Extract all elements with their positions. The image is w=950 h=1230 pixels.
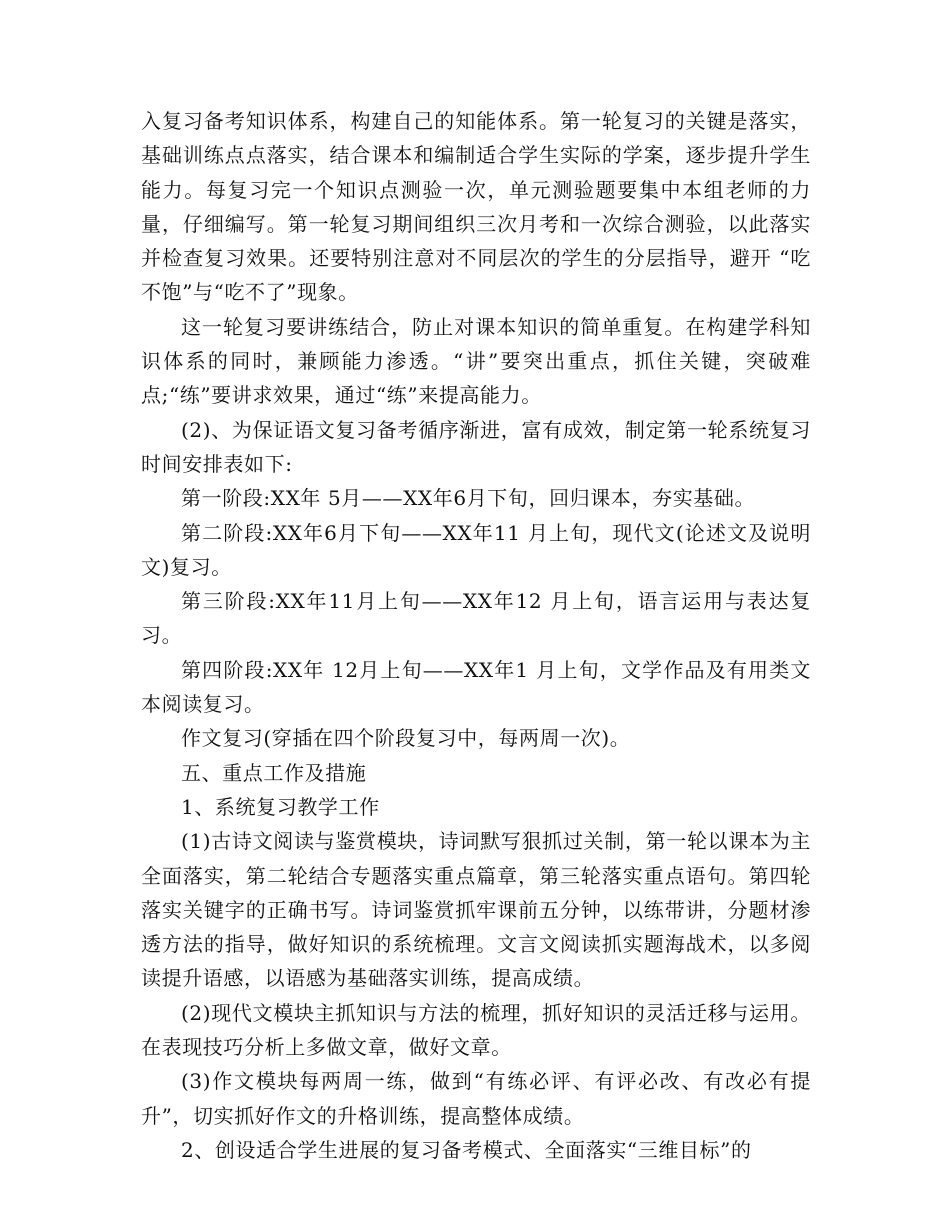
paragraph-review-model: 2、创设适合学生进展的复习备考模式、全面落实“三维目标”的 (181, 1137, 752, 1162)
paragraph-composition-review: 作文复习(穿插在四个阶段复习中，每两周一次)。 (181, 726, 631, 751)
paragraph-schedule-intro: (2)、为保证语文复习备考循序渐进，富有成效，制定第一轮系统复习时间安排表如下: (141, 417, 811, 476)
paragraph-practice-combined: 这一轮复习要讲练结合，防止对课本知识的简单重复。在构建学科知识体系的同时，兼顾能力渗透。“讲”要突出重点，抓住关键，突破难点;“练”要讲求效果，通过“练”来提高能力。 (141, 314, 811, 408)
document-body (141, 104, 811, 1167)
paragraph-classical-poetry-module: (1)古诗文阅读与鉴赏模块，诗词默写狠抓过关制，第一轮以课本为主全面落实，第二轮结合专题落实重点篇章，第三轮落实重点语句。第四轮落实关键字的正确书写。诗词鉴赏抓牢课前五分钟，以练带讲，分题材渗透方法的指导，做好知识的系统梳理。文言文阅读抓实题海战术，以多阅读提升语感，以语感为基础落实训练，提高成绩。 (141, 829, 811, 991)
subsection-heading-system-review: 1、系统复习教学工作 (181, 794, 380, 819)
paragraph-stage-two: 第二阶段:XX年6月下旬——XX年11 月上旬，现代文(论述文及说明文)复习。 (141, 520, 811, 579)
paragraph-stage-three: 第三阶段:XX年11月上旬——XX年12 月上旬，语言运用与表达复习。 (141, 589, 811, 648)
paragraph-stage-four: 第四阶段:XX年 12月上旬——XX年1 月上旬，文学作品及有用类文本阅读复习。 (141, 657, 811, 717)
paragraph-modern-text-module: (2)现代文模块主抓知识与方法的梳理，抓好知识的灵活迁移与运用。在表现技巧分析上多做文章，做好文章。 (141, 1000, 811, 1060)
paragraph-review-system: 入复习备考知识体系，构建自己的知能体系。第一轮复习的关键是落实，基础训练点点落实，结合课本和编制适合学生实际的学案，逐步提升学生能力。每复习完一个知识点测验一次，单元测验题要集中本组老师的力量，仔细编写。第一轮复习期间组织三次月考和一次综合测验，以此落实并检查复习效果。还要特别注意对不同层次的学生的分层指导，避开 “吃不饱”与“吃不了”现象。 (141, 109, 811, 305)
section-heading-key-work: 五、重点工作及措施 (181, 760, 367, 785)
paragraph-stage-one: 第一阶段:XX年 5月——XX年6月下旬，回归课本，夯实基础。 (181, 486, 756, 511)
paragraph-composition-module: (3)作文模块每两周一练，做到“有练必评、有评必改、有改必有提升”，切实抓好作文的升格训练，提高整体成绩。 (141, 1069, 811, 1128)
